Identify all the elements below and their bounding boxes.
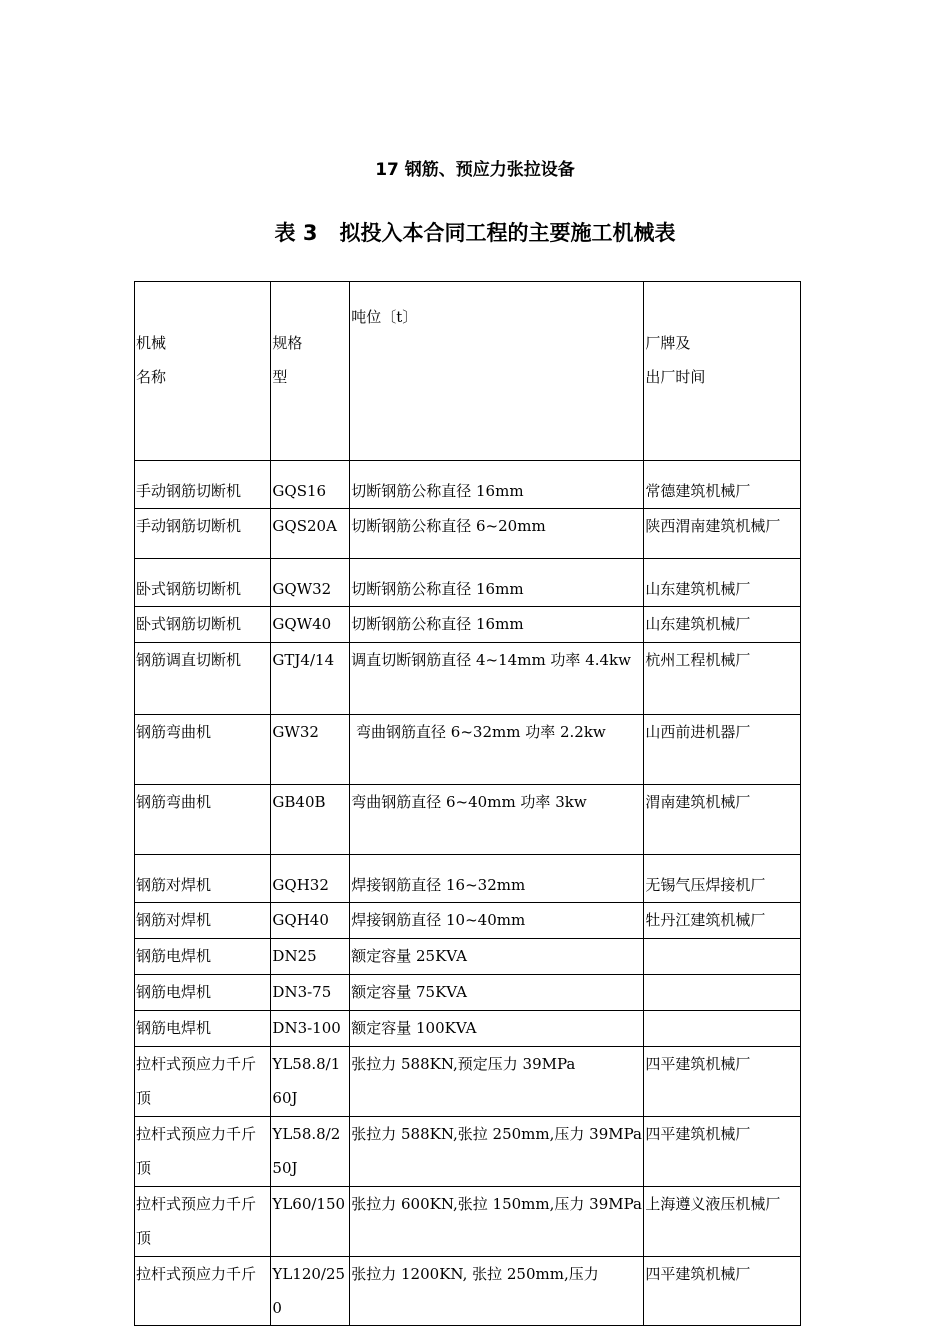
- cell-name: 钢筋电焊机: [135, 1011, 271, 1047]
- cell-model: YL60/150: [271, 1187, 350, 1257]
- header-maker: 厂牌及 出厂时间: [644, 282, 801, 461]
- cell-spec: 张拉力 600KN,张拉 150mm,压力 39MPa: [350, 1187, 644, 1257]
- table-header-row: [135, 282, 801, 461]
- cell-model: GQS20A: [271, 509, 350, 559]
- table-title-text: 拟投入本合同工程的主要施工机械表: [339, 221, 676, 245]
- cell-spec: 额定容量 100KVA: [350, 1011, 644, 1047]
- table-row: [135, 509, 801, 559]
- cell-spec: 焊接钢筋直径 16~32mm: [350, 855, 644, 903]
- cell-maker: 四平建筑机械厂: [644, 1257, 801, 1326]
- table-row: [135, 559, 801, 607]
- cell-spec: 额定容量 75KVA: [350, 975, 644, 1011]
- table-row: [135, 1047, 801, 1117]
- table-row: [135, 975, 801, 1011]
- cell-spec: 弯曲钢筋直径 6~32mm 功率 2.2kw: [350, 715, 644, 785]
- cell-spec: 切断钢筋公称直径 16mm: [350, 461, 644, 509]
- cell-model: DN25: [271, 939, 350, 975]
- table-row: [135, 607, 801, 643]
- cell-model: GTJ4/14: [271, 643, 350, 715]
- cell-model: YL58.8/250J: [271, 1117, 350, 1187]
- table-row: [135, 1117, 801, 1187]
- cell-name: 拉杆式预应力千斤顶: [135, 1117, 271, 1187]
- table-row: [135, 1257, 801, 1326]
- cell-model: GW32: [271, 715, 350, 785]
- cell-spec: 张拉力 588KN,张拉 250mm,压力 39MPa: [350, 1117, 644, 1187]
- cell-maker: 四平建筑机械厂: [644, 1117, 801, 1187]
- cell-maker: 山东建筑机械厂: [644, 559, 801, 607]
- cell-name: 钢筋对焊机: [135, 855, 271, 903]
- header-name: 机械 名称: [135, 282, 271, 461]
- cell-spec: 张拉力 588KN,预定压力 39MPa: [350, 1047, 644, 1117]
- table-row: [135, 1011, 801, 1047]
- cell-name: 钢筋弯曲机: [135, 715, 271, 785]
- cell-name: 钢筋电焊机: [135, 975, 271, 1011]
- cell-model: GQH40: [271, 903, 350, 939]
- cell-spec: 切断钢筋公称直径 16mm: [350, 607, 644, 643]
- cell-spec: 调直切断钢筋直径 4~14mm 功率 4.4kw: [350, 643, 644, 715]
- equipment-table: [134, 281, 801, 1326]
- cell-model: YL58.8/160J: [271, 1047, 350, 1117]
- cell-maker: 常德建筑机械厂: [644, 461, 801, 509]
- cell-name: 钢筋弯曲机: [135, 785, 271, 855]
- cell-maker: 上海遵义液压机械厂: [644, 1187, 801, 1257]
- cell-model: GB40B: [271, 785, 350, 855]
- cell-spec: 张拉力 1200KN, 张拉 250mm,压力: [350, 1257, 644, 1326]
- cell-maker: 山西前进机器厂: [644, 715, 801, 785]
- cell-model: GQW40: [271, 607, 350, 643]
- table-row: [135, 903, 801, 939]
- table-row: [135, 715, 801, 785]
- cell-name: 钢筋调直切断机: [135, 643, 271, 715]
- cell-model: GQS16: [271, 461, 350, 509]
- cell-name: 钢筋对焊机: [135, 903, 271, 939]
- table-row: [135, 461, 801, 509]
- cell-model: DN3-75: [271, 975, 350, 1011]
- cell-name: 手动钢筋切断机: [135, 461, 271, 509]
- header-model: 规格 型: [271, 282, 350, 461]
- cell-maker: 牡丹江建筑机械厂: [644, 903, 801, 939]
- cell-name: 卧式钢筋切断机: [135, 607, 271, 643]
- table-title-label: 表 3: [274, 221, 318, 245]
- cell-name: 钢筋电焊机: [135, 939, 271, 975]
- cell-maker: [644, 939, 801, 975]
- cell-spec: 额定容量 25KVA: [350, 939, 644, 975]
- cell-maker: 杭州工程机械厂: [644, 643, 801, 715]
- cell-maker: [644, 1011, 801, 1047]
- cell-spec: 切断钢筋公称直径 16mm: [350, 559, 644, 607]
- cell-maker: 陕西渭南建筑机械厂: [644, 509, 801, 559]
- cell-maker: 山东建筑机械厂: [644, 607, 801, 643]
- table-row: [135, 643, 801, 715]
- cell-spec: 弯曲钢筋直径 6~40mm 功率 3kw: [350, 785, 644, 855]
- table-title: [0, 217, 950, 247]
- table-row: [135, 855, 801, 903]
- cell-spec: 切断钢筋公称直径 6~20mm: [350, 509, 644, 559]
- cell-model: GQH32: [271, 855, 350, 903]
- cell-name: 手动钢筋切断机: [135, 509, 271, 559]
- cell-name: 拉杆式预应力千斤: [135, 1257, 271, 1326]
- cell-model: YL120/250: [271, 1257, 350, 1326]
- table-row: [135, 1187, 801, 1257]
- cell-name: 卧式钢筋切断机: [135, 559, 271, 607]
- table-row: [135, 785, 801, 855]
- cell-name: 拉杆式预应力千斤顶: [135, 1187, 271, 1257]
- cell-maker: 渭南建筑机械厂: [644, 785, 801, 855]
- table-row: [135, 939, 801, 975]
- header-tonnage: 吨位〔t〕: [350, 282, 644, 461]
- cell-spec: 焊接钢筋直径 10~40mm: [350, 903, 644, 939]
- cell-name: 拉杆式预应力千斤顶: [135, 1047, 271, 1117]
- cell-maker: 四平建筑机械厂: [644, 1047, 801, 1117]
- cell-model: DN3-100: [271, 1011, 350, 1047]
- section-title: 17 钢筋、预应力张拉设备: [375, 160, 575, 180]
- cell-maker: 无锡气压焊接机厂: [644, 855, 801, 903]
- cell-maker: [644, 975, 801, 1011]
- cell-model: GQW32: [271, 559, 350, 607]
